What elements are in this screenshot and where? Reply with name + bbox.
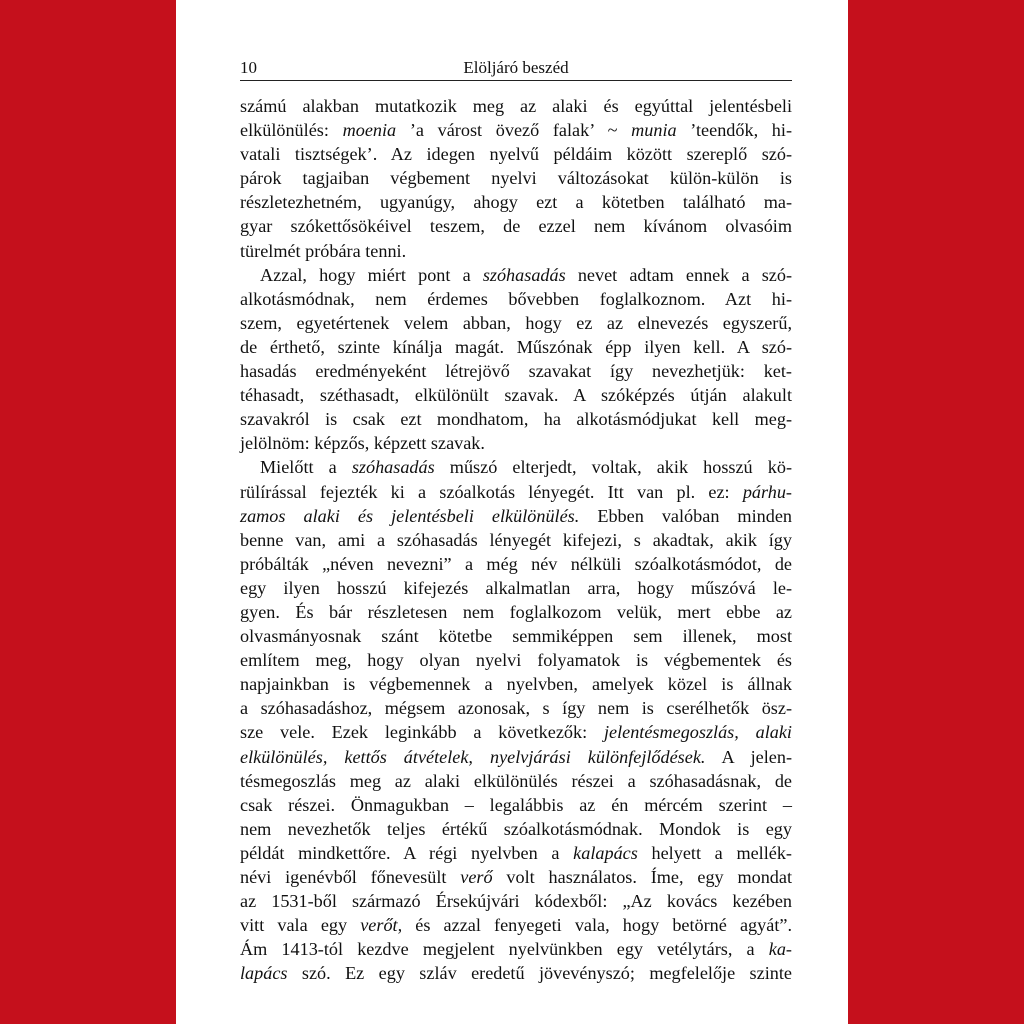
italic-text: zamos alaki és jelentésbeli elkülönülés. bbox=[240, 505, 580, 526]
italic-text: jelentésmegoszlás, alaki bbox=[603, 722, 792, 743]
text-span: Ebben valóban minden bbox=[579, 505, 792, 526]
text-span: sze vele. Ezek leginkább a következők: bbox=[240, 722, 604, 743]
text-span: volt használatos. Íme, egy mondat bbox=[492, 867, 793, 887]
text-line bbox=[240, 672, 792, 696]
text-span: de érthető, szinte kínálja magát. Műszónak épp ilyen kell. A szó- bbox=[240, 336, 792, 357]
text-span: gyen. És bár részletesen nem foglalkozom velük, mert ebbe az bbox=[240, 601, 792, 622]
text-line bbox=[240, 528, 792, 552]
text-line bbox=[240, 455, 792, 479]
text-line bbox=[240, 600, 792, 624]
text-span: a szóhasadáshoz, mégsem azonosak, s így nem is cserélhetők ösz- bbox=[240, 698, 792, 719]
text-line bbox=[240, 239, 792, 263]
text-line bbox=[240, 431, 792, 455]
text-span: hasadás eredményeként létrejövő szavakat így nevezhetjük: ket- bbox=[240, 361, 792, 382]
text-span: jelölnöm: képzős, képzett szavak. bbox=[240, 433, 485, 454]
italic-text: kalapács bbox=[573, 842, 638, 863]
text-span: névi igenévből főnevesült bbox=[240, 867, 461, 887]
text-line bbox=[240, 359, 792, 383]
text-span: Azzal, hogy miért pont a bbox=[260, 264, 483, 285]
text-span: vitt vala egy bbox=[240, 915, 361, 936]
text-line bbox=[240, 335, 792, 359]
italic-text: párhu- bbox=[742, 481, 792, 502]
text-line bbox=[240, 142, 792, 166]
text-line bbox=[240, 817, 792, 841]
text-line bbox=[240, 648, 792, 672]
text-line bbox=[240, 720, 792, 744]
text-span: Mielőtt a bbox=[260, 457, 352, 478]
text-line bbox=[240, 383, 792, 407]
text-line bbox=[240, 504, 792, 528]
text-span: A jelen- bbox=[705, 746, 793, 767]
text-span: az 1531-ből származó Érsekújvári kódexből: „Az kovács kezében bbox=[240, 891, 792, 912]
italic-text: szóhasadás bbox=[482, 264, 566, 285]
text-line bbox=[240, 118, 792, 142]
text-line bbox=[240, 865, 792, 889]
text-line bbox=[240, 94, 792, 118]
text-line bbox=[240, 263, 792, 287]
text-span: nem nevezhetők teljes értékű szóalkotásmódnak. Mondok is egy bbox=[240, 818, 792, 839]
body-text bbox=[240, 94, 792, 985]
text-span: nevet adtam ennek a szó- bbox=[565, 264, 792, 285]
text-line bbox=[240, 745, 792, 769]
text-span: csak részei. Önmagukban – legalábbis az én mércém szerint – bbox=[240, 794, 792, 815]
text-span: olvasmányosnak szánt kötetbe semmiképpen sem illenek, most bbox=[240, 626, 792, 647]
text-span: szavakról is csak ezt mondhatom, ha alkotásmódjukat kell meg- bbox=[240, 409, 792, 430]
text-span: téhasadt, széthasadt, elkülönült szavak. A szóképzés útján alakult bbox=[240, 385, 792, 406]
running-head bbox=[240, 58, 792, 81]
text-span: gyar szókettősökéivel teszem, de ezzel nem kívánom olvasóim bbox=[240, 216, 792, 237]
text-span: számú alakban mutatkozik meg az alaki és egyúttal jelentésbeli bbox=[240, 96, 792, 116]
text-span: szó. Ez egy szláv eredetű jövevényszó; megfelelője szinte bbox=[287, 963, 792, 984]
text-line bbox=[240, 576, 792, 600]
text-span: türelmét próbára tenni. bbox=[240, 240, 407, 261]
text-span: rülírással fejezték ki a szóalkotás lényegét. Itt van pl. ez: bbox=[240, 481, 743, 502]
text-span: példát mindkettőre. A régi nyelvben a bbox=[240, 842, 574, 863]
text-line bbox=[240, 913, 792, 937]
text-span: műszó elterjedt, voltak, akik hosszú kö- bbox=[434, 457, 792, 478]
text-span: benne van, ami a szóhasadás lényegét kifejezi, s akadtak, akik így bbox=[240, 529, 792, 550]
text-span: és azzal fenyegeti vala, hogy betörné agyát”. bbox=[402, 915, 792, 936]
page-number: 10 bbox=[240, 58, 257, 77]
text-line bbox=[240, 696, 792, 720]
text-line bbox=[240, 287, 792, 311]
text-span: ’a várost övező falak’ ~ bbox=[396, 120, 632, 141]
text-span: részletezhetném, ugyanúgy, ahogy ezt a kötetben található ma- bbox=[240, 192, 792, 213]
text-line bbox=[240, 311, 792, 335]
italic-text: verőt, bbox=[360, 915, 403, 936]
italic-text: munia bbox=[631, 120, 677, 141]
text-line bbox=[240, 841, 792, 865]
text-span: szem, egyetértenek velem abban, hogy ez az elnevezés egyszerű, bbox=[240, 312, 792, 333]
italic-text: moenia bbox=[342, 120, 397, 141]
text-span: vatali tisztségek’. Az idegen nyelvű példáim között szereplő szó- bbox=[240, 144, 792, 165]
italic-text: verő bbox=[460, 867, 493, 887]
text-line bbox=[240, 552, 792, 576]
text-line bbox=[240, 166, 792, 190]
text-span: Ám 1413-tól kezdve megjelent nyelvünkben egy vetélytárs, a bbox=[240, 939, 769, 960]
text-line bbox=[240, 889, 792, 913]
text-span: próbálták „néven nevezni” a még név nélküli szóalkotásmódot, de bbox=[240, 553, 792, 574]
text-line bbox=[240, 937, 792, 961]
text-span: ’teendők, hi- bbox=[676, 120, 793, 141]
text-span: tésmegoszlás meg az alaki elkülönülés részei a szóhasadásnak, de bbox=[240, 770, 792, 791]
text-span: helyett a mellék- bbox=[637, 842, 792, 863]
text-line bbox=[240, 190, 792, 214]
text-span: említem meg, hogy olyan nyelvi folyamatok is végbementek és bbox=[240, 650, 792, 671]
italic-text: lapács bbox=[240, 963, 288, 984]
text-span: egy ilyen hosszú kifejezés alkalmatlan arra, hogy műszóvá le- bbox=[240, 577, 792, 598]
text-span: párok tagjaiban végbement nyelvi változásokat külön-külön is bbox=[240, 168, 792, 189]
book-page bbox=[176, 0, 848, 1024]
text-line bbox=[240, 961, 792, 985]
text-span: alkotásmódnak, nem érdemes bővebben foglalkoznom. Azt hi- bbox=[240, 288, 792, 309]
text-line bbox=[240, 407, 792, 431]
italic-text: ka- bbox=[768, 939, 792, 960]
section-title: Elöljáró beszéd bbox=[463, 58, 569, 77]
text-line bbox=[240, 793, 792, 817]
text-line bbox=[240, 480, 792, 504]
text-span: elkülönülés: bbox=[240, 120, 343, 141]
italic-text: elkülönülés, kettős átvételek, nyelvjárási különfejlődések. bbox=[240, 746, 706, 767]
italic-text: szóhasadás bbox=[351, 457, 435, 478]
text-span: napjainkban is végbemennek a nyelvben, amelyek közel is állnak bbox=[240, 674, 792, 695]
text-line bbox=[240, 214, 792, 238]
text-line bbox=[240, 624, 792, 648]
text-line bbox=[240, 769, 792, 793]
